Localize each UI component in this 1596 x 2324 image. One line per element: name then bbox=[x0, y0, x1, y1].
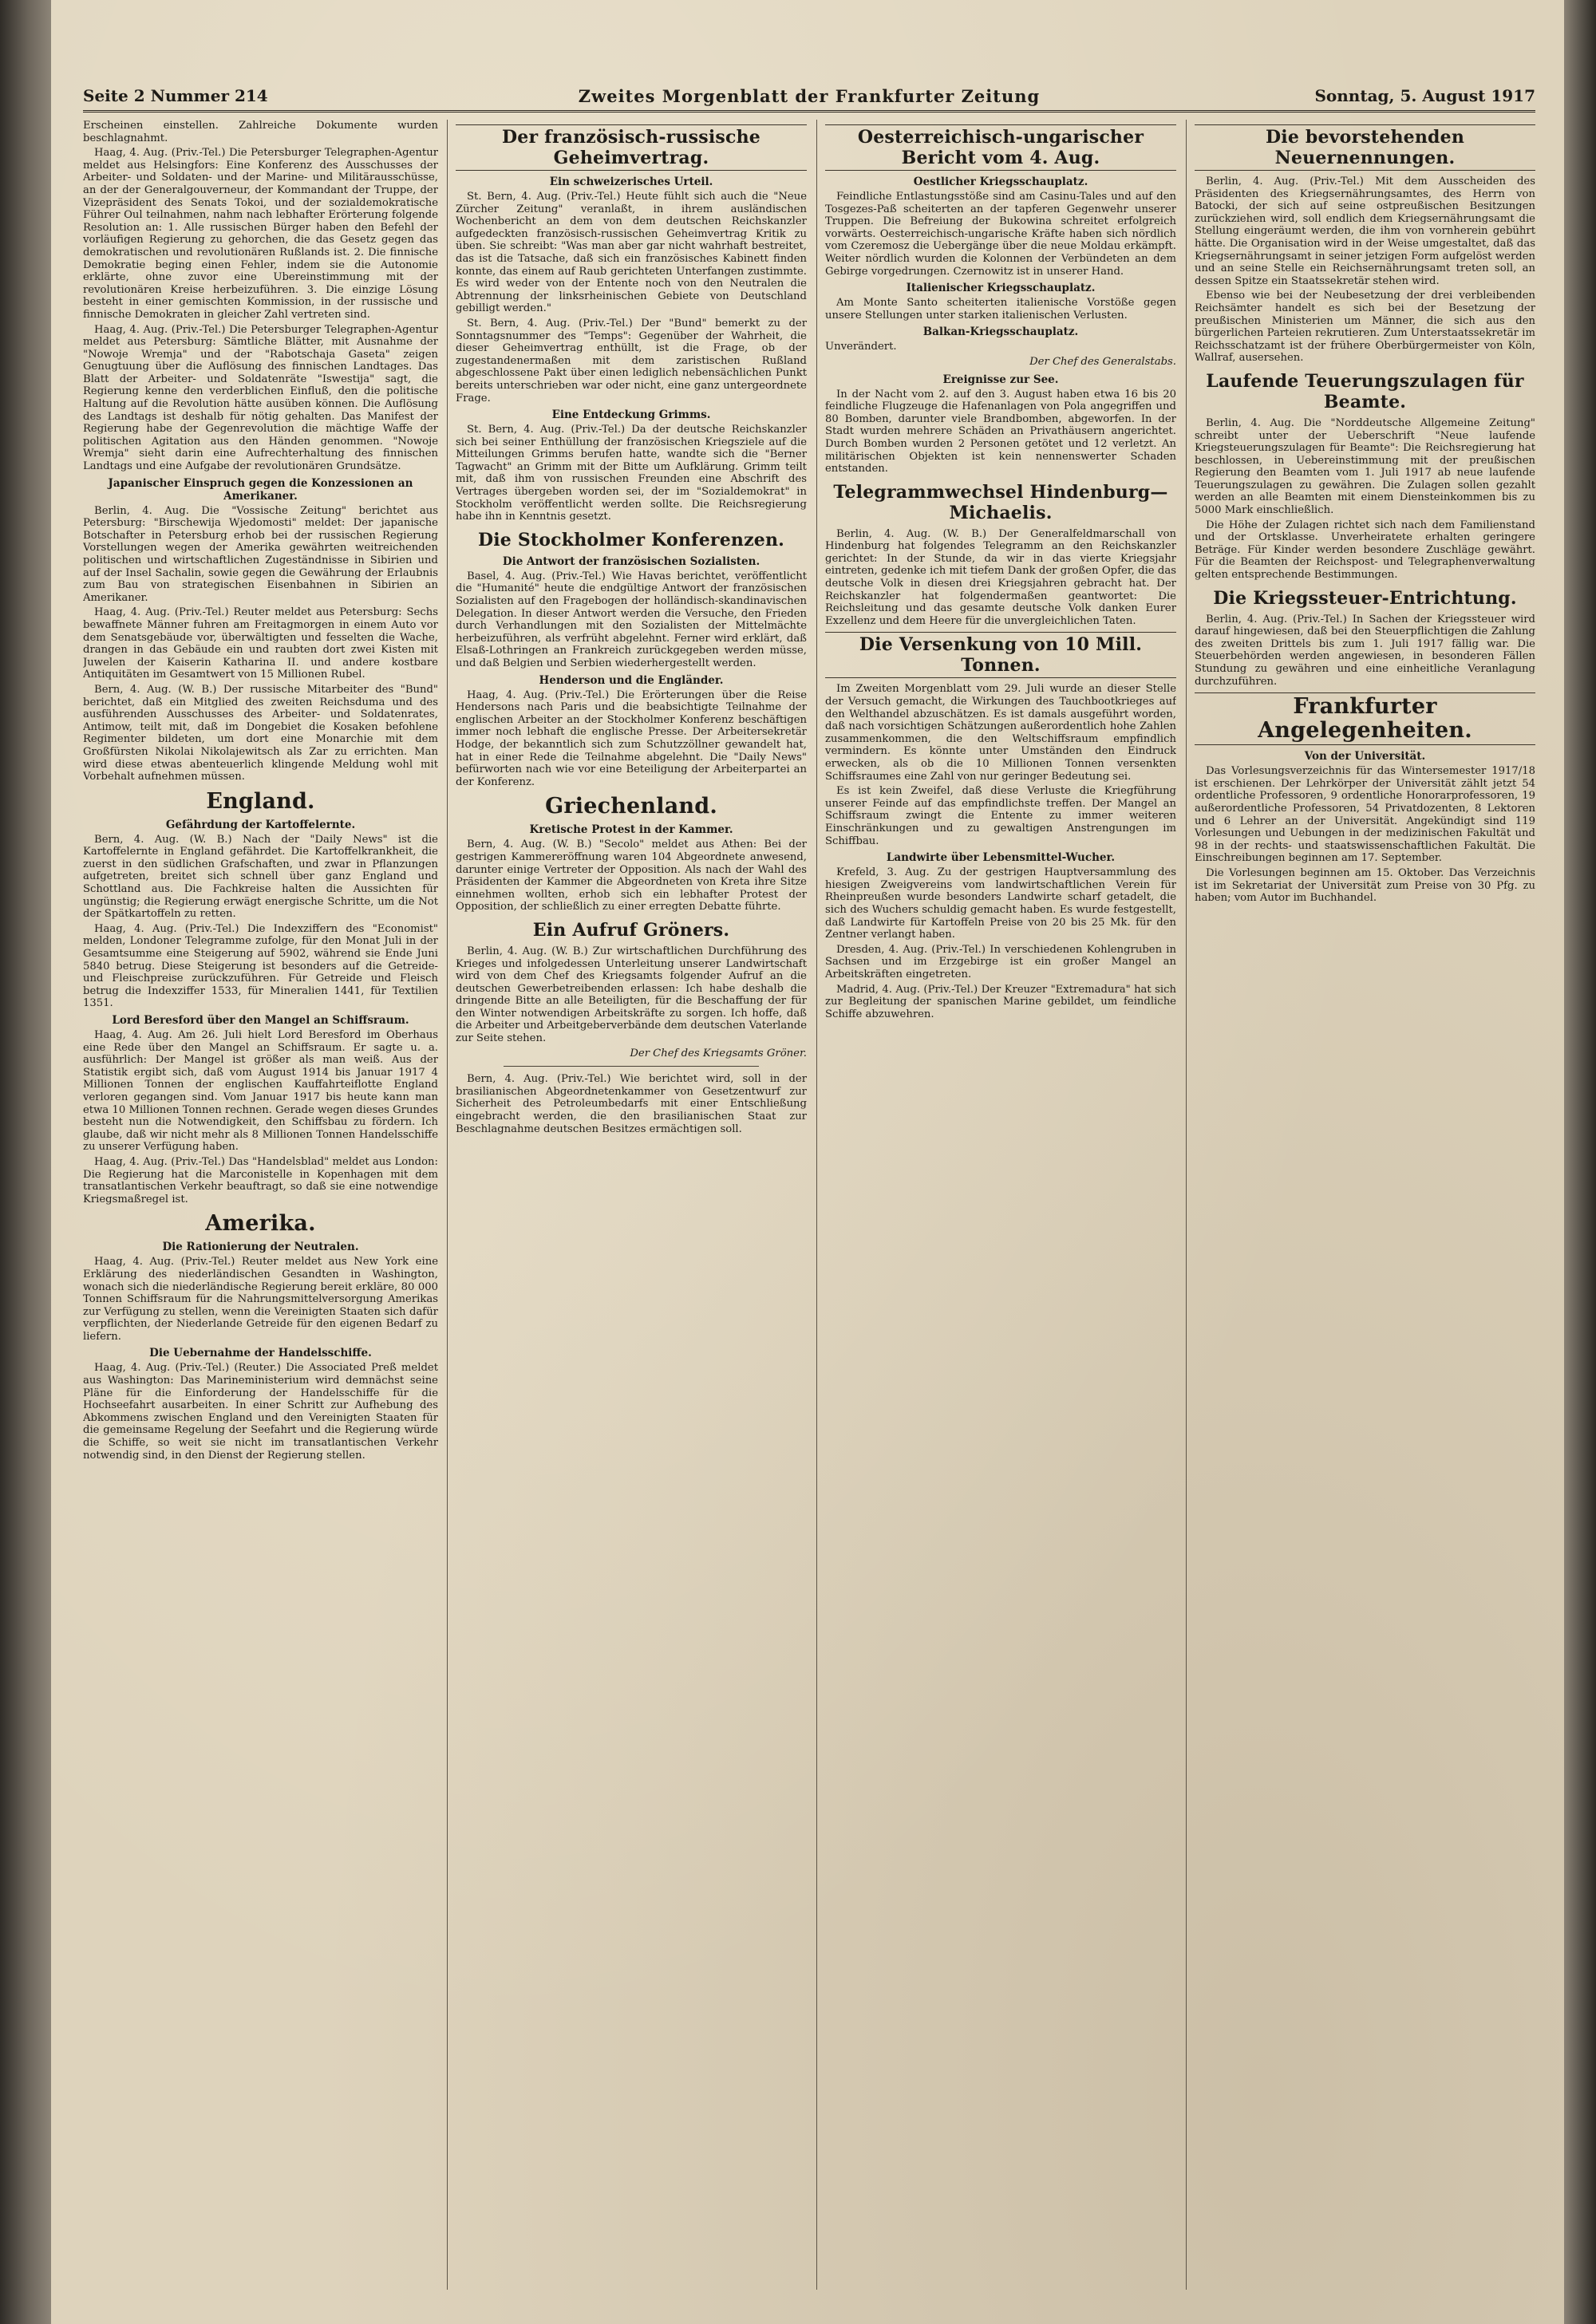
article-headline: Die Kriegssteuer-Entrichtung. bbox=[1213, 587, 1517, 609]
article-subheading: Die Antwort der französischen Sozialisten. bbox=[502, 554, 760, 568]
issue-date: Sonntag, 5. August 1917 bbox=[1314, 86, 1535, 105]
article-subheading: Kretische Protest in der Kammer. bbox=[529, 823, 733, 837]
article-subheading: Von der Universität. bbox=[1304, 750, 1426, 763]
article-paragraph: Haag, 4. Aug. (Priv.-Tel.) Die Erörterungen über die Reise Hendersons nach Paris und die beabsichtigte Teilnahme der englischen Arbeiter an der Stockholmer Konferenz beschäftigen immer noch lebhaft die englische Presse. Der Arbeitersekretär Hodge, der bekanntlich sich zum Schutzzöllner gewandelt hat, hat in einer Rede die Teilnahme abgelehnt. Die "Daily News" befürworten nach wie vor eine Beteiligung der Arbeiterpartei an der Konferenz. bbox=[456, 689, 807, 788]
article-paragraph: Feindliche Entlastungsstöße sind am Casinu-Tales und auf den Tosgezes-Paß scheiterten an der tapferen Gegenwehr unserer Truppen. Die Befreiung der Bukowina schreitet erfolgreich vorwärts. Oesterreichisch-ungarische Kräfte haben sich nördlich vom Czeremosz die Uebergänge über die neue Moldau erkämpft. Weiter nördlich wurden die Kolonnen der Verbündeten an dem Gebirge vorgedrungen. Czernowitz ist in unserer Hand. bbox=[825, 191, 1176, 278]
article-paragraph: St. Bern, 4. Aug. (Priv.-Tel.) Der "Bund" bemerkt zu der Sonntagsnummer des "Temps": Gegenüber der Wahrheit, die dieser Geheimvertrag enthüllt, ist die Frage, ob der zugestandenermaßen mit dem zaristischen Rußland abgeschlossene Pakt über einen lediglich nebensächlichen Punkt bereits unterschrieben war oder nicht, eine ganz untergeordnete Frage. bbox=[456, 317, 807, 404]
article-paragraph: Bern, 4. Aug. (W. B.) "Secolo" meldet aus Athen: Bei der gestrigen Kammereröffnung waren 104 Abgeordnete anwesend, darunter einige Vertreter der Opposition. Als nach der Wahl des Präsidenten der Kammer die Abgeordneten von Kreta ihre Sitze einnehmen wollten, erhob sich ein lebhafter Protest der Opposition, der schließlich zu einer erregten Debatte führte. bbox=[456, 838, 807, 913]
column-rule bbox=[816, 120, 817, 2290]
article-headline: Telegrammwechsel Hindenburg—Michaelis. bbox=[833, 481, 1168, 523]
article-paragraph: Haag, 4. Aug. (Priv.-Tel.) Die Petersburger Telegraphen-Agentur meldet aus Petersburg: Sämtliche Blätter, mit Ausnahme der "Nowoje Wremja" und der "Rabotschaja Gaseta" zeigen Genugtuung über die Auflösung des finnischen Landtages. Das Blatt der Arbeiter- und Soldatenräte "Iswestija" sagt, die Regierung kenne den verderblichen Einfluß, den die politische Haltung auf die Revolution hätte ausüben können. Die Auflösung des Landtags ist deshalb für nötig gehalten. Das Manifest der Regierung habe der Gegenrevolution die mächtige Waffe der politischen Agitation aus den Händen genommen. "Nowoje Wremja" sieht darin eine Aufrechterhaltung des finnischen Landtags und eine Aufgabe der revolutionären Grundsätze. bbox=[83, 323, 438, 473]
article-paragraph: St. Bern, 4. Aug. (Priv.-Tel.) Heute fühlt sich auch die "Neue Zürcher Zeitung" veranlaßt, in ihrem ausländischen Wochenbericht an dem von dem deutschen Reichskanzler aufgedeckten französisch-russischen Geheimvertrag Kritik zu üben. Sie schreibt: "Was man aber gar nicht wahrhaft bestreitet, das ist die Tatsache, daß sich ein französisches Kabinett finden konnte, das einem auf Raub gerichteten Unterfangen zustimmte. Es wird weder von der Entente noch von den Neutralen die Abtrennung der linksrheinischen Gebiete von Deutschland gebilligt werden." bbox=[456, 191, 807, 315]
section-heading-amerika: Amerika. bbox=[205, 1211, 316, 1237]
page-edge-shadow bbox=[1564, 0, 1596, 2324]
article-paragraph: Berlin, 4. Aug. (W. B.) Zur wirtschaftlichen Durchführung des Krieges und infolgedessen Unterleitung unserer Landwirtschaft wird von dem Chef des Kriegsamts folgender Aufruf an die deutschen Gewerbetreibenden erlassen: Ich habe deshalb die dringende Bitte an alle Beteiligten, für die Beschaffung der für den Winter notwendigen Arbeitskräfte zu sorgen. Ich hoffe, daß die Arbeiter und Arbeitgeberverbände dem deutschen Vaterlande zur Seite stehen. bbox=[456, 945, 807, 1045]
article-paragraph: Haag, 4. Aug. (Priv.-Tel.) Das "Handelsblad" meldet aus London: Die Regierung hat die Marconistelle in Kopenhagen mit dem transatlantischen Verkehr beauftragt, so daß sie eine notwendige Kriegsmaßregel ist. bbox=[83, 1155, 438, 1205]
article-subheading: Italienischer Kriegsschauplatz. bbox=[906, 282, 1096, 295]
section-heading-griechenland: Griechenland. bbox=[545, 794, 717, 819]
section-heading-frankfurt: Frankfurter Angelegenheiten. bbox=[1195, 692, 1535, 745]
article-paragraph: St. Bern, 4. Aug. (Priv.-Tel.) Da der deutsche Reichskanzler sich bei seiner Enthüllung der französischen Kriegsziele auf die Mitteilungen Grimms berufen hatte, wandte sich die "Berner Tagwacht" an Grimm mit der Bitte um Aufklärung. Grimm teilt mit, daß ihm von russischen Freunden eine Abschrift des Vertrages übergeben worden sei, der im "Sozialdemokrat" in Stockholm veröffentlicht werden sollte. Die Reichsregierung habe ihn in Kenntnis gesetzt. bbox=[456, 424, 807, 523]
article-subheading: Ereignisse zur See. bbox=[942, 373, 1059, 386]
article-paragraph: Krefeld, 3. Aug. Zu der gestrigen Hauptversammlung des hiesigen Zweigvereins vom landwirtschaftlichen Verein für Rheinpreußen wurde besonders Landwirte scharf getadelt, die sich des Wuchers schuldig gemacht haben. Es wurde festgestellt, daß Landwirte für Kartoffeln Preise von 20 bis 25 Mk. für den Zentner verlangt haben. bbox=[825, 866, 1176, 941]
article-subheading: Gefährdung der Kartoffelernte. bbox=[165, 818, 356, 831]
article-subheading: Oestlicher Kriegsschauplatz. bbox=[913, 176, 1088, 188]
column-rule bbox=[447, 120, 448, 2290]
article-headline: Die Stockholmer Konferenzen. bbox=[477, 529, 785, 550]
article-paragraph: Berlin, 4. Aug. Die "Vossische Zeitung" berichtet aus Petersburg: "Birschewija Wjedomosti" meldet: Der japanische Botschafter in Petersburg erhob bei der russischen Regierung Vorstellungen wegen der Amerika gewährten weitreichenden politischen und wirtschaftlichen Zugeständnisse in Sibirien und auf der Insel Sachalin, sowie gegen die Gewährung der Erlaubnis zum Bau von strategischen Eisenbahnen in Sibirien an Amerikaner. bbox=[83, 504, 438, 604]
article-paragraph: Haag, 4. Aug. Am 26. Juli hielt Lord Beresford im Oberhaus eine Rede über den Mangel an Schiffsraum. Er sagte u. a. ausführlich: Der Mangel ist größer als man weiß. Aus der Statistik ergibt sich, daß vom August 1914 bis Januar 1917 4 Millionen Tonnen der englischen Kauffahrteiflotte England verloren gegangen sind. Vom Januar 1917 bis heute kann man etwa 10 Millionen Tonnen rechnen. Gerade wegen dieses Grundes besteht nun die Notwendigkeit, den Schiffsbau zu fördern. Ich glaube, daß wir nicht mehr als 8 Millionen Tonnen Handelsschiffe zu unserer Verfügung haben. bbox=[83, 1029, 438, 1154]
article-headline: Laufende Teuerungszulagen für Beamte. bbox=[1206, 370, 1524, 412]
separator-line bbox=[504, 1066, 759, 1067]
article-headline: Die Versenkung von 10 Mill. Tonnen. bbox=[825, 632, 1176, 678]
article-headline: Oesterreichisch-ungarischer Bericht vom 4. Aug. bbox=[825, 124, 1176, 171]
article-paragraph: Basel, 4. Aug. (Priv.-Tel.) Wie Havas berichtet, veröffentlicht die "Humanité" heute die endgültige Antwort der französischen Sozialisten auf den Fragebogen der holländisch-skandinavischen Delegation. In dieser Antwort werden die Versuche, den Frieden durch Verhandlungen mit den Sozialisten der Mittelmächte herbeizuführen, als verfrüht abgelehnt. Ferner wird erklärt, daß Elsaß-Lothringen an Frankreich zurückgegeben werden müsse, und daß Belgien und Serbien wiederhergestellt werden. bbox=[456, 570, 807, 669]
article-paragraph: Madrid, 4. Aug. (Priv.-Tel.) Der Kreuzer "Extremadura" hat sich zur Begleitung der spanischen Marine gebildet, um feindliche Schiffe abzuwehren. bbox=[825, 983, 1176, 1020]
article-paragraph: In der Nacht vom 2. auf den 3. August haben etwa 16 bis 20 feindliche Flugzeuge die Hafenanlagen von Pola angegriffen und 80 Bomben, darunter viele Brandbomben, abgeworfen. In der Stadt wurden mehrere Schäden an Privathäusern angerichtet. Durch Bomben wurden 2 Personen getötet und 12 verletzt. An militärischen Objekten ist kein nennenswerter Schaden entstanden. bbox=[825, 388, 1176, 475]
article-paragraph: Das Vorlesungsverzeichnis für das Wintersemester 1917/18 ist erschienen. Der Lehrkörper der Universität zählt jetzt 54 ordentliche Professoren, 9 ordentliche Honorarprofessoren, 19 außerordentliche Professoren, 54 Privatdozenten, 8 Lektoren und 6 Lehrer an der Universität. Angekündigt sind 119 Vorlesungen und Uebungen in der medizinischen Fakultät und 98 in der rechts- und staatswissenschaftlichen Fakultät. Die Einschreibungen beginnen am 17. September. bbox=[1195, 765, 1535, 865]
book-binding bbox=[0, 0, 51, 2324]
article-paragraph: Die Vorlesungen beginnen am 15. Oktober. Das Verzeichnis ist im Sekretariat der Universität zum Preise von 30 Pfg. zu haben; vom Autor im Buchhandel. bbox=[1195, 866, 1535, 905]
article-subheading: Ein schweizerisches Urteil. bbox=[549, 176, 713, 188]
article-paragraph: Die Höhe der Zulagen richtet sich nach dem Familienstand und der Ortsklasse. Unverheiratete erhalten geringere Beträge. Für Kinder werden besondere Zuschläge gewährt. Für die Beamten der Reichspost- und Telegraphenverwaltung gelten entsprechende Bestimmungen. bbox=[1195, 519, 1535, 582]
section-heading-england: England. bbox=[206, 788, 315, 814]
newspaper-page bbox=[51, 0, 1564, 2324]
article-paragraph: Unverändert. bbox=[825, 341, 897, 353]
article-subheading: Eine Entdeckung Grimms. bbox=[551, 408, 711, 422]
article-paragraph: Ebenso wie bei der Neubesetzung der drei verbleibenden Reichsämter handelt es sich bei der Besetzung der preußischen Ministerien um Männer, die sich aus den bürgerlichen Parteien rekrutieren. Zum Unterstaatssekretär im Reichsschatzamt ist der frühere Oberbürgermeister von Köln, Wallraf, ausersehen. bbox=[1195, 290, 1535, 365]
article-paragraph: Haag, 4. Aug. (Priv.-Tel.) (Reuter.) Die Associated Preß meldet aus Washington: Das Marineministerium wird demnächst seine Pläne für die Einforderung der Handelsschiffe für die Hochseefahrt ausarbeiten. In einer Schritt zur Aufhebung des Abkommens zwischen England und den Vereinigten Staaten für die gemeinsame Regelung der Seefahrt und die Regierung würde die Schiffe, so weit sie nicht im transatlantischen Verkehr notwendig sind, in den Dienst der Regierung stellen. bbox=[83, 1362, 438, 1462]
page-number: Seite 2 Nummer 214 bbox=[83, 86, 268, 105]
article-subheading: Die Rationierung der Neutralen. bbox=[162, 1241, 359, 1254]
article-signature: Der Chef des Generalstabs. bbox=[1029, 355, 1176, 368]
article-paragraph: Erscheinen einstellen. Zahlreiche Dokumente wurden beschlagnahmt. bbox=[83, 120, 438, 144]
article-headline: Der französisch-russische Geheimvertrag. bbox=[456, 124, 807, 171]
column-3 bbox=[825, 120, 1176, 2290]
article-paragraph: Bern, 4. Aug. (W. B.) Nach der "Daily News" ist die Kartoffelernte in England gefährdet. Die Kartoffelkrankheit, die zuerst in den südlichen Grafschaften, und zwar in Pflanzungen aufgetreten, breitet sich schnell über ganz England und Schottland aus. Die Fachkreise halten die Aussichten für ungünstig; die Regierung erwägt energische Schritte, um die Not der Spätkartoffeln zu retten. bbox=[83, 833, 438, 921]
article-headline: Die bevorstehenden Neuernennungen. bbox=[1195, 124, 1535, 171]
article-paragraph: Dresden, 4. Aug. (Priv.-Tel.) In verschiedenen Kohlengruben in Sachsen und im Erzgebirge ist ein großer Mangel an Arbeitskräften eingetreten. bbox=[825, 943, 1176, 980]
article-paragraph: Bern, 4. Aug. (W. B.) Der russische Mitarbeiter des "Bund" berichtet, daß ein Mitglied des zweiten Reichsduma und des ausführenden Ausschusses des Arbeiter- und Soldatenrates, Antimow, teilt mit, daß im Dongebiet die Kosaken befohlene Regimenter bildeten, um dort eine Monarchie mit dem Großfürsten Nikolai Nikolajewitsch als Zar zu errichten. Man wird diese etwas abenteuerlich klingende Meldung wohl mit Vorbehalt aufnehmen müssen. bbox=[83, 683, 438, 783]
article-paragraph: Berlin, 4. Aug. (Priv.-Tel.) In Sachen der Kriegssteuer wird darauf hingewiesen, daß bei den Steuerpflichtigen die Zahlung des zweiten Drittels bis zum 1. Juli 1917 fällig war. Die Steuerbehörden werden angewiesen, in besonderen Fällen Stundung zu gewähren und eine einheitliche Veranlagung durchzuführen. bbox=[1195, 613, 1535, 688]
article-paragraph: Berlin, 4. Aug. (W. B.) Der Generalfeldmarschall von Hindenburg hat folgendes Telegramm an den Reichskanzler gerichtet: In der Stunde, da wir in das vierte Kriegsjahr eintreten, gedenke ich mit tiefem Dank der großen Opfer, die das deutsche Volk in diesen drei Kriegsjahren gebracht hat. Der Reichskanzler hat folgendermaßen geantwortet: Die Reichsleitung und das gesamte deutsche Volk danken Eurer Exzellenz und dem Heere für die unvergleichlichen Taten. bbox=[825, 527, 1176, 627]
newspaper-title: Zweites Morgenblatt der Frankfurter Zeitung bbox=[578, 86, 1041, 106]
article-paragraph: Im Zweiten Morgenblatt vom 29. Juli wurde an dieser Stelle der Versuch gemacht, die Wirkungen des Tauchbootkrieges auf den Welthandel abzuschätzen. Es ist damals ausgeführt worden, daß nach vorsichtigen Schätzungen außerordentlich hohe Zahlen zusammenkommen, die den Weltschiffsraum empfindlich vermindern. Es könnte unter Umständen den Eindruck erwecken, als ob die 10 Millionen Tonnen versenkten Schiffsraumes eine Zahl von nur geringer Bedeutung sei. bbox=[825, 683, 1176, 783]
article-paragraph: Haag, 4. Aug. (Priv.-Tel.) Die Petersburger Telegraphen-Agentur meldet aus Helsingfors: Eine Konferenz des Ausschusses der Arbeiter- und Soldaten- und der Marine- und Militärausschüsse, an der der Generalgouverneur, der Kommandant der Truppe, der Vizepräsident des Senats Tokoi, und der sozialdemokratische Führer Oul teilnahmen, nahm nach lebhafter Erörterung folgende Resolution an: 1. Alle russischen Bürger haben den Befehl der vorläufigen Regierung zu gehorchen, die das Gesetz gegen das demokratischen und revolutionären Rußlands ist. 2. Die finnische Demokratie beging einen Fehler, indem sie die Autonomie erklärte, ohne zuvor eine Ubereinstimmung mit der revolutionären Kreise herbeizuführen. 3. Die einzige Lösung besteht in einer gemischten Kommission, in der russische und finnische Demokraten in gleicher Zahl vertreten sind. bbox=[83, 147, 438, 321]
article-headline: Ein Aufruf Gröners. bbox=[532, 919, 730, 941]
article-subheading: Lord Beresford über den Mangel an Schiffsraum. bbox=[112, 1014, 409, 1027]
article-subheading: Henderson und die Engländer. bbox=[539, 673, 724, 687]
article-subheading: Die Uebernahme der Handelsschiffe. bbox=[149, 1347, 372, 1360]
article-paragraph: Es ist kein Zweifel, daß diese Verluste die Kriegführung unserer Feinde auf das empfindlichste treffen. Der Mangel an Schiffsraum zwingt die Entente zu immer weiteren Einschränkungen und zu gewaltigen Anstrengungen im Schiffbau. bbox=[825, 785, 1176, 847]
masthead bbox=[83, 83, 1535, 112]
column-4 bbox=[1195, 120, 1535, 2290]
article-paragraph: Haag, 4. Aug. (Priv.-Tel.) Reuter meldet aus Petersburg: Sechs bewaffnete Männer fuhren am Freitagmorgen in einem Auto vor dem Senatsgebäude vor, überwältigten und fesselten die Wache, drangen in das Gebäude ein und raubten dort zwei Kisten mit Juwelen der Kaiserin Katharina II. und andere kostbare Antiquitäten im Gesamtwert von 15 Millionen Rubel. bbox=[83, 606, 438, 681]
article-paragraph: Bern, 4. Aug. (Priv.-Tel.) Wie berichtet wird, soll in der brasilianischen Abgeordnetenkammer von Gesetzentwurf zur Sicherheit des Petroleumbedarfs mit einer Entschließung eingebracht werden, die den brasilianischen Staat zur Beschlagnahme deutschen Besitzes ermächtigen soll. bbox=[456, 1073, 807, 1135]
article-subheading: Balkan-Kriegsschauplatz. bbox=[922, 326, 1079, 339]
column-1 bbox=[83, 120, 438, 2290]
article-paragraph: Haag, 4. Aug. (Priv.-Tel.) Die Indexziffern des "Economist" melden, Londoner Telegramme zufolge, für den Monat Juli in der Gesamtsumme eine Steigerung auf 5902, während sie Ende Juni 5840 betrug. Diese Steigerung ist besonders auf die Getreide- und Fleischpreise zurückzuführen. Für Getreide und Fleisch betrug die Indexziffer 1533, für Mineralien 1441, für Textilien 1351. bbox=[83, 922, 438, 1010]
article-subheading: Japanischer Einspruch gegen die Konzessionen an Amerikaner. bbox=[108, 476, 413, 503]
column-2 bbox=[456, 120, 807, 2290]
article-paragraph: Haag, 4. Aug. (Priv.-Tel.) Reuter meldet aus New York eine Erklärung des niederländischen Gesandten in Washington, wonach sich die niederländische Regierung bereit erkläre, 80 000 Tonnen Schiffsraum für die Nahrungsmittelversorgung Amerikas zur Verfügung zu stellen, wenn die Vereinigten Staaten sich dafür verpflichten, der Niederlande Getreide für den eigenen Bedarf zu liefern. bbox=[83, 1256, 438, 1343]
article-paragraph: Am Monte Santo scheiterten italienische Vorstöße gegen unsere Stellungen unter starken italienischen Verlusten. bbox=[825, 297, 1176, 322]
column-rule bbox=[1186, 120, 1187, 2290]
article-paragraph: Berlin, 4. Aug. (Priv.-Tel.) Mit dem Ausscheiden des Präsidenten des Kriegsernährungsamtes, des Herrn von Batocki, der sich auf seine ostpreußischen Besitzungen zurückziehen wird, soll endlich dem Kriegsernährungsamt die Stellung eingeräumt werden, die ihm von vornherein gebührt hätte. Die Organisation wird in der Weise umgestaltet, daß das Kriegsernährungsamt in seiner jetzigen Form aufgelöst werden und an seine Stelle ein Reichsernährungsamt treten soll, an dessen Spitze ein Staatssekretär stehen wird. bbox=[1195, 176, 1535, 287]
article-subheading: Landwirte über Lebensmittel-Wucher. bbox=[886, 851, 1116, 865]
article-paragraph: Berlin, 4. Aug. Die "Norddeutsche Allgemeine Zeitung" schreibt unter der Ueberschrift "Neue laufende Kriegsteuerungszulagen für Beamte": Die Reichsregierung hat beschlossen, in Uebereinstimmung mit der preußischen Regierung den Beamten vom 1. Juli 1917 ab neue laufende Teuerungszulagen zu gewähren. Die Zulagen sollen gezahlt werden an alle Beamten mit einem Diensteinkommen bis zu 5000 Mark einschließlich. bbox=[1195, 416, 1535, 517]
article-signature: Der Chef des Kriegsamts Gröner. bbox=[630, 1047, 807, 1059]
